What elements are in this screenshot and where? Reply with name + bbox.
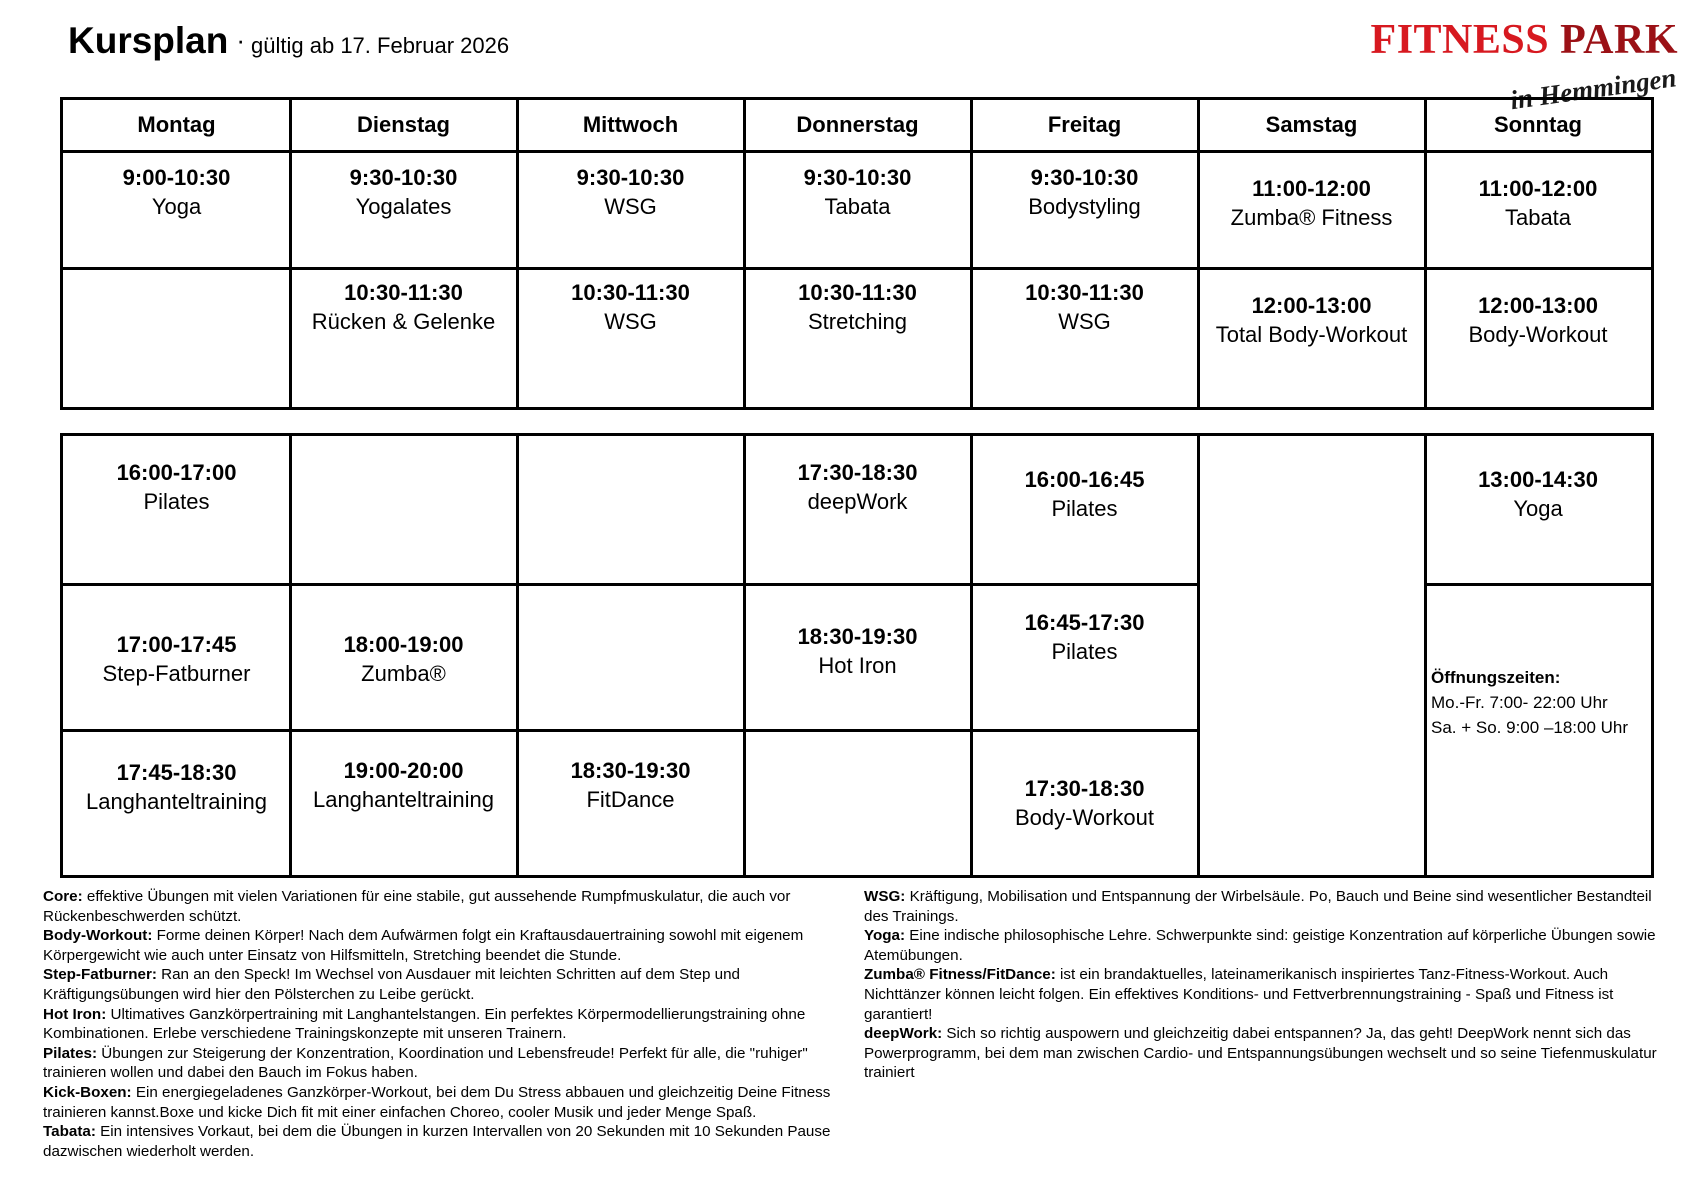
course-time: 9:30-10:30	[1030, 165, 1139, 190]
course-time: 9:30-10:30	[803, 165, 912, 190]
course-description-text: Ran an den Speck! Im Wechsel von Ausdauer mit leichten Schritten auf dem Step und Kräftigungsübungen wird hier den Pölsterchen zu Leibe gerückt.	[43, 966, 740, 1003]
course-description-text: Forme deinen Körper! Nach dem Aufwärmen folgt ein Kraftausdauertraining sowohl mit eigenem Körpergewicht wie auch unter Einsatz von Hilfsmitteln, Stretching beendet die Stunde.	[43, 927, 804, 964]
course-description-term: Core:	[43, 888, 83, 905]
logo-word-fitness: FITNESS	[1370, 17, 1550, 63]
course-name: Body-Workout	[1015, 805, 1154, 830]
course-time: 9:30-10:30	[349, 165, 458, 190]
course-name: Tabata	[1504, 205, 1572, 230]
title-text: Kursplan	[68, 20, 229, 61]
course-time: 18:00-19:00	[343, 632, 464, 657]
course-description-term: Yoga:	[864, 927, 906, 945]
course-slot	[971, 465, 1198, 523]
day-header-samstag: Samstag	[1265, 112, 1358, 137]
course-time: 12:00-13:00	[1478, 293, 1598, 318]
course-description	[43, 887, 843, 926]
course-name: Total Body-Workout	[1215, 322, 1408, 347]
morning-schedule-table	[60, 97, 1654, 410]
course-time: 16:45-17:30	[1024, 610, 1145, 635]
course-description-text: Ein intensives Vorkaut, bei dem die Übungen in kurzen Intervallen von 20 Sekunden mit 10 Sekunden Pause dazwischen wiederholt werden.	[43, 1123, 831, 1160]
day-header-donnerstag: Donnerstag	[796, 112, 919, 137]
course-descriptions-right	[864, 887, 1664, 1083]
course-name: Yoga	[151, 194, 202, 219]
course-description-term: Step-Fatburner:	[43, 966, 157, 984]
day-header-sonntag: Sonntag	[1494, 112, 1582, 137]
course-slot	[63, 758, 290, 816]
course-time: 10:30-11:30	[571, 280, 690, 305]
course-time: 9:30-10:30	[576, 165, 685, 190]
course-name: Body-Workout	[1468, 322, 1608, 347]
course-description-text: Kräftigung, Mobilisation und Entspannung der Wirbelsäule. Po, Bauch und Beine sind wesentlicher Bestandteil des Trainings.	[864, 888, 1652, 925]
course-description	[43, 965, 843, 1004]
course-slot	[63, 458, 290, 516]
course-name: FitDance	[586, 787, 675, 812]
course-slot	[517, 756, 744, 814]
course-description-term: WSG:	[864, 888, 906, 905]
course-name: Yoga	[1513, 496, 1563, 521]
day-header-dienstag: Dienstag	[357, 112, 450, 137]
grid-line	[63, 729, 1198, 732]
logo-location: in Hemmingen	[1508, 62, 1678, 116]
course-description-term: Kick-Boxen:	[43, 1083, 132, 1101]
course-slot	[971, 608, 1198, 666]
course-description	[43, 1122, 843, 1161]
course-slot	[290, 756, 517, 814]
course-name: Zumba® Fitness	[1230, 205, 1393, 230]
course-name: Pilates	[143, 489, 210, 514]
course-name: WSG	[1058, 309, 1111, 334]
course-description	[864, 1024, 1664, 1083]
course-slot	[744, 278, 971, 336]
course-time: 11:00-12:00	[1478, 176, 1598, 201]
course-time: 17:30-18:30	[797, 460, 918, 485]
course-name: WSG	[604, 309, 657, 334]
course-description	[864, 926, 1664, 965]
course-name: Tabata	[824, 194, 891, 219]
course-slot	[1425, 465, 1651, 523]
course-name: Hot Iron	[818, 653, 897, 678]
course-name: Langhanteltraining	[312, 787, 495, 812]
course-description-term: Hot Iron:	[43, 1005, 107, 1023]
title-separator: ·	[236, 25, 246, 55]
day-header-mittwoch: Mittwoch	[582, 112, 679, 137]
course-slot	[1198, 174, 1425, 232]
grid-line	[63, 267, 1651, 270]
fitness-park-logo	[1333, 16, 1678, 116]
course-time: 17:45-18:30	[116, 760, 237, 785]
course-description-term: Zumba® Fitness/FitDance:	[864, 966, 1056, 984]
course-description	[43, 1083, 843, 1122]
day-header-freitag: Freitag	[1047, 112, 1122, 137]
course-description-text: Sich so richtig auspowern und gleichzeitig dabei entspannen? Ja, das geht! DeepWork nennt sich das Powerprogramm, bei dem man zwischen Cardio- und Entspannungsübungen wechselt und so seine Tiefenmuskulatur trainiert	[864, 1025, 1657, 1082]
course-name: Bodystyling	[1028, 194, 1141, 219]
course-slot	[290, 278, 517, 336]
course-slot	[517, 163, 744, 221]
course-description-text: Eine indische philosophische Lehre. Schwerpunkte sind: geistige Konzentration auf körperliche Übungen sowie Atemübungen.	[864, 927, 1656, 964]
course-time: 17:30-18:30	[1024, 776, 1145, 801]
course-description-text: Übungen zur Steigerung der Konzentration, Koordination und Lebensfreude! Perfekt für alle, die "ruhiger" trainieren wollen und dabei den Bauch im Fokus haben.	[43, 1044, 808, 1082]
grid-line	[63, 583, 1198, 586]
course-description	[43, 1005, 843, 1044]
course-name: deepWork	[807, 489, 908, 514]
course-time: 9:00-10:30	[122, 165, 231, 190]
course-descriptions-left	[43, 887, 843, 1161]
course-description-text: ist ein brandaktuelles, lateinamerikanisch inspiriertes Tanz-Fitness-Workout. Auch Nichttänzer können leicht folgen. Ein effektives Konditions- und Fettverbrennungstraining - Spaß und Fitness ist garantiert!	[864, 966, 1614, 1023]
course-time: 12:00-13:00	[1251, 293, 1372, 318]
opening-hours-heading: Öffnungszeiten:	[1431, 668, 1561, 687]
course-time: 19:00-20:00	[343, 758, 464, 783]
course-slot	[517, 278, 744, 336]
course-slot	[290, 630, 517, 688]
course-time: 13:00-14:30	[1478, 467, 1598, 492]
course-time: 16:00-16:45	[1024, 467, 1145, 492]
course-description-text: effektive Übungen mit vielen Variationen für eine stabile, gut aussehende Rumpfmuskulatur, die auch vor Rückenbeschwerden schützt.	[43, 888, 791, 925]
course-name: Langhanteltraining	[85, 789, 268, 814]
course-name: WSG	[604, 194, 657, 219]
course-description	[43, 926, 843, 965]
course-description-term: Body-Workout:	[43, 927, 153, 945]
opening-hours-weekdays: Mo.-Fr. 7:00- 22:00 Uhr	[1431, 693, 1608, 712]
course-slot	[1425, 174, 1651, 232]
course-name: Zumba®	[361, 661, 446, 686]
course-description-text: Ultimatives Ganzkörpertraining mit Langhantelstangen. Ein perfektes Körpermodellierungstraining ohne Kombinationen. Erlebe verschiedene Trainingskonzepte mit unseren Trainern.	[43, 1005, 806, 1043]
course-description-term: Tabata:	[43, 1123, 96, 1141]
grid-line	[63, 150, 1651, 153]
course-description-text: Ein energiegeladenes Ganzkörper-Workout, bei dem Du Stress abbauen und gleichzeitig Deine Fitness trainieren kannst.Boxe und kicke Dich fit mit einer einfachen Choreo, cooler Musik und jeder Menge Spaß.	[43, 1083, 831, 1121]
course-time: 10:30-11:30	[1025, 280, 1144, 305]
course-slot	[744, 622, 971, 680]
course-slot	[63, 630, 290, 688]
course-slot	[971, 163, 1198, 221]
course-time: 11:00-12:00	[1252, 176, 1371, 201]
course-time: 10:30-11:30	[798, 280, 917, 305]
course-name: Yogalates	[355, 194, 452, 219]
course-time: 18:30-19:30	[570, 758, 691, 783]
course-description	[43, 1044, 843, 1083]
course-time: 17:00-17:45	[116, 632, 237, 657]
course-description-term: deepWork:	[864, 1025, 943, 1043]
course-slot	[744, 458, 971, 516]
course-slot	[1198, 291, 1425, 349]
opening-hours-weekend: Sa. + So. 9:00 –18:00 Uhr	[1431, 718, 1629, 737]
course-slot	[971, 278, 1198, 336]
opening-hours	[1431, 665, 1628, 740]
course-name: Stretching	[807, 309, 908, 334]
course-name: Rücken & Gelenke	[311, 309, 496, 334]
course-time: 16:00-17:00	[116, 460, 237, 485]
course-name: Pilates	[1051, 496, 1118, 521]
course-slot	[1425, 291, 1651, 349]
page-title	[68, 20, 509, 62]
course-description-term: Pilates:	[43, 1044, 98, 1062]
course-slot	[290, 163, 517, 221]
course-description	[864, 965, 1664, 1024]
course-name: Step-Fatburner	[102, 661, 251, 686]
course-time: 10:30-11:30	[344, 280, 463, 305]
course-slot	[63, 163, 290, 221]
course-time: 18:30-19:30	[797, 624, 918, 649]
grid-line	[1425, 583, 1651, 586]
course-slot	[971, 774, 1198, 832]
course-description	[864, 887, 1664, 926]
course-slot	[744, 163, 971, 221]
day-header-montag: Montag	[137, 112, 216, 137]
afternoon-schedule-table	[60, 433, 1654, 878]
logo-word-park: PARK	[1560, 17, 1678, 63]
validity-date: gültig ab 17. Februar 2026	[251, 33, 510, 58]
course-name: Pilates	[1051, 639, 1118, 664]
